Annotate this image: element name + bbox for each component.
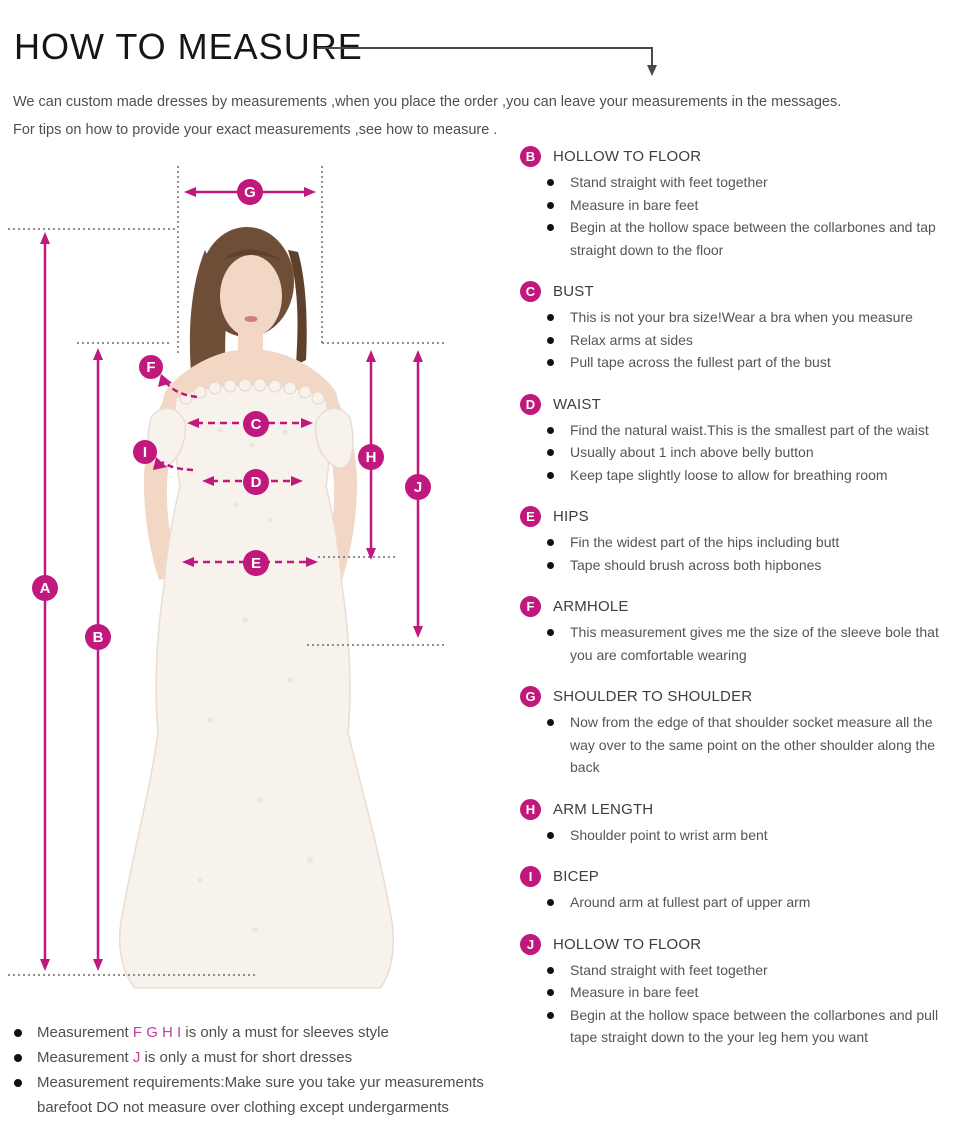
- instructions-column: [520, 146, 952, 1069]
- bullet-dot: [547, 832, 554, 839]
- section-title: HOLLOW TO FLOOR: [553, 148, 702, 165]
- bullet-dot: [547, 989, 554, 996]
- bullet-text: Find the natural waist.This is the smallest part of the waist: [570, 421, 929, 438]
- bullet-item: [520, 441, 952, 464]
- intro-line-2: For tips on how to provide your exact measurements ,see how to measure .: [13, 122, 498, 138]
- bullet-dot: [547, 337, 554, 344]
- section-letter-badge: D: [520, 394, 541, 415]
- svg-text:A: A: [39, 580, 51, 597]
- note-post: is only a must for sleeves style: [181, 1024, 389, 1041]
- label-H: [358, 444, 384, 470]
- section-shoulder-to-shoulder: [520, 686, 952, 779]
- bullet-text: Usually about 1 inch above belly button: [570, 444, 814, 460]
- note-accent-letters: J: [132, 1049, 141, 1066]
- arrow-A: [40, 232, 50, 971]
- model-figure: [120, 227, 394, 988]
- section-hollow-to-floor-b: [520, 146, 952, 261]
- note-pre: Measurement: [37, 1049, 133, 1066]
- section-letter-badge: E: [520, 506, 541, 527]
- svg-text:H: H: [365, 449, 377, 466]
- bullet-dot: [547, 359, 554, 366]
- svg-text:D: D: [250, 474, 262, 491]
- svg-text:B: B: [92, 629, 104, 646]
- note-item: [14, 1070, 506, 1120]
- bullet-dot: [547, 629, 554, 636]
- svg-text:E: E: [250, 555, 262, 572]
- bullet-item: [520, 464, 952, 487]
- section-letter-badge: H: [520, 799, 541, 820]
- bullet-item: [520, 554, 952, 577]
- bullet-item: [520, 531, 952, 554]
- section-title: WAIST: [553, 395, 601, 413]
- bullet-item: [520, 171, 952, 194]
- note-text: [37, 1045, 352, 1070]
- section-waist: [520, 394, 952, 487]
- bullet-dot: [547, 179, 554, 186]
- bullet-dot: [547, 224, 554, 231]
- svg-text:F: F: [146, 359, 156, 376]
- bullet-text: Measure in bare feet: [570, 196, 699, 213]
- section-letter-badge: J: [520, 934, 541, 955]
- bullet-item: [520, 621, 952, 666]
- bullet-text: Keep tape slightly loose to allow for breathing room: [570, 466, 888, 483]
- svg-text:J: J: [413, 479, 423, 496]
- bullet-item: [520, 306, 952, 329]
- bullet-dot: [14, 1054, 22, 1062]
- note-accent-letters: F G H I: [132, 1024, 182, 1041]
- svg-text:C: C: [250, 416, 262, 433]
- section-title: SHOULDER TO SHOULDER: [553, 688, 753, 705]
- bullet-dot: [547, 449, 554, 456]
- bullet-dot: [14, 1029, 22, 1037]
- note-text: [37, 1070, 506, 1120]
- bullet-text: Begin at the hollow space between the collarbones and pull tape straight down to the your leg hem you want: [570, 1006, 939, 1045]
- bullet-dot: [547, 472, 554, 479]
- bullet-dot: [547, 562, 554, 569]
- title-pointer-arrow: [318, 48, 657, 76]
- section-letter-badge: F: [520, 596, 541, 617]
- note-post: is only a must for short dresses: [140, 1049, 353, 1066]
- note-item: [14, 1020, 506, 1045]
- bullet-text: Shoulder point to wrist arm bent: [570, 826, 768, 843]
- bullet-text: Stand straight with feet together: [570, 174, 768, 190]
- page-title: HOW TO MEASURE: [14, 26, 363, 67]
- arrow-B: [93, 348, 103, 971]
- section-bust: [520, 281, 952, 374]
- label-E: [243, 550, 269, 576]
- note-text: [37, 1020, 389, 1045]
- svg-text:G: G: [244, 184, 256, 201]
- note-pre: Measurement: [37, 1024, 133, 1041]
- bullet-item: [520, 419, 952, 442]
- svg-text:I: I: [142, 444, 148, 461]
- label-F: [139, 355, 163, 379]
- bullet-text: Fin the widest part of the hips including butt: [570, 534, 840, 550]
- label-A: [32, 575, 58, 601]
- section-hips: [520, 506, 952, 576]
- bullet-item: [520, 329, 952, 352]
- section-letter-badge: B: [520, 146, 541, 167]
- label-I: [133, 440, 157, 464]
- section-letter-badge: C: [520, 281, 541, 302]
- section-title: BICEP: [553, 868, 600, 885]
- bullet-text: Tape should brush across both hipbones: [570, 556, 822, 573]
- bullet-item: [520, 981, 952, 1004]
- intro-line-1: We can custom made dresses by measurements ,when you place the order ,you can leave your measurements in the messages.: [13, 94, 842, 110]
- label-J: [405, 474, 431, 500]
- bullet-text: Now from the edge of that shoulder socket measure all the way over to the same point on the other shoulder along the back: [570, 714, 936, 775]
- bullet-item: [520, 824, 952, 847]
- bullet-dot: [547, 539, 554, 546]
- section-title: ARM LENGTH: [553, 800, 654, 818]
- label-B: [85, 624, 111, 650]
- section-title: BUST: [553, 283, 594, 300]
- label-D: [243, 469, 269, 495]
- note-item: [14, 1045, 506, 1070]
- bullet-item: [520, 711, 952, 779]
- bullet-item: [520, 194, 952, 217]
- bullet-item: [520, 959, 952, 982]
- footnotes: [14, 1020, 506, 1120]
- section-armhole: [520, 596, 952, 666]
- bullet-dot: [547, 427, 554, 434]
- bullet-dot: [547, 1012, 554, 1019]
- section-bicep: [520, 866, 952, 914]
- bullet-item: [520, 216, 952, 261]
- section-hollow-to-floor-j: [520, 934, 952, 1049]
- bullet-text: This measurement gives me the size of the sleeve bole that you are comfortable wearing: [570, 624, 939, 663]
- section-title: ARMHOLE: [553, 598, 629, 615]
- bullet-item: [520, 351, 952, 374]
- label-G: [237, 179, 263, 205]
- bullet-dot: [547, 967, 554, 974]
- label-C: [243, 411, 269, 437]
- bullet-text: Begin at the hollow space between the collarbones and tap straight down to the floor: [570, 219, 936, 258]
- section-arm-length: [520, 799, 952, 847]
- bullet-item: [520, 1004, 952, 1049]
- bullet-dot: [547, 719, 554, 726]
- bullet-text: Around arm at fullest part of upper arm: [570, 894, 811, 910]
- bullet-text: Relax arms at sides: [570, 331, 693, 348]
- section-title: HOLLOW TO FLOOR: [553, 935, 702, 953]
- bullet-item: [520, 891, 952, 914]
- section-letter-badge: I: [520, 866, 541, 887]
- bullet-text: This is not your bra size!Wear a bra when you measure: [570, 309, 913, 325]
- bullet-text: Measure in bare feet: [570, 984, 699, 1000]
- bullet-dot: [14, 1079, 22, 1087]
- bullet-text: Stand straight with feet together: [570, 961, 768, 978]
- section-letter-badge: G: [520, 686, 541, 707]
- section-title: HIPS: [553, 508, 589, 525]
- note-pre: Measurement requirements:Make sure you take yur measurements barefoot DO not measure over clothing except undergarments: [37, 1074, 484, 1116]
- bullet-dot: [547, 202, 554, 209]
- bullet-dot: [547, 314, 554, 321]
- bullet-text: Pull tape across the fullest part of the bust: [570, 354, 831, 370]
- bullet-dot: [547, 899, 554, 906]
